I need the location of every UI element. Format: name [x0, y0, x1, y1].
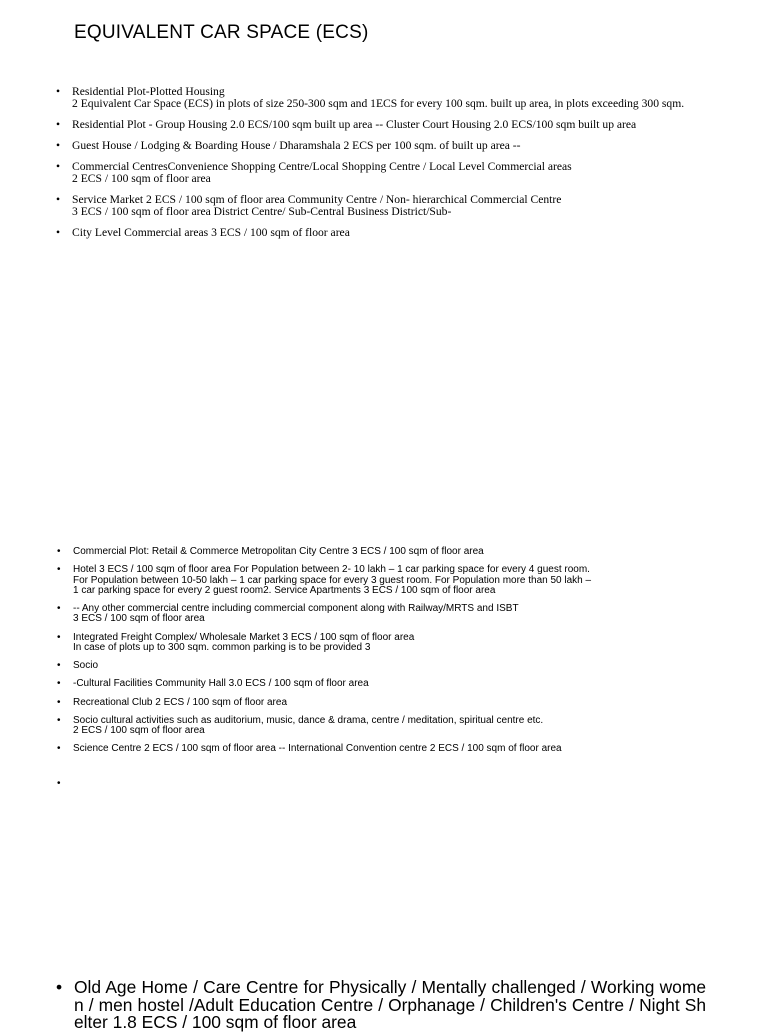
bullet: • [57, 660, 61, 671]
middle-list [57, 546, 713, 763]
item-line: Commercial Plot: Retail & Commerce Metropolitan City Centre 3 ECS / 100 sqm of floor area [73, 546, 484, 557]
bullet: • [56, 226, 61, 240]
item-line: City Level Commercial areas 3 ECS / 100 sqm of floor area [72, 226, 350, 240]
list-item [56, 118, 704, 132]
bullet: • [57, 546, 61, 557]
item-line: -- Any other commercial centre including commercial component along with Railway/MRTS and ISBT [73, 603, 519, 614]
bullet: • [56, 977, 63, 997]
bullet: • [56, 159, 61, 173]
item-line: 2 ECS / 100 sqm of floor area [73, 725, 205, 737]
bullet: • [57, 696, 61, 708]
bullet: • [57, 714, 61, 726]
item-text: Old Age Home / Care Centre for Physically / Mentally challenged / Working women / men hostel /Adult Education Centre / Orphanage / Children's Centre / Night Shelter 1.8 ECS / 100 sqm of floor area [74, 977, 706, 1032]
list-item [57, 631, 713, 653]
item-line: Residential Plot-Plotted Housing [72, 85, 225, 98]
list-item [57, 743, 713, 755]
item-line: Hotel 3 ECS / 100 sqm of floor area For Population between 2- 10 lakh – 1 car parking space for every 4 guest room. [73, 564, 590, 576]
bullet: • [56, 85, 61, 98]
item-line: Recreational Club 2 ECS / 100 sqm of floor area [73, 696, 287, 708]
top-list [56, 85, 704, 248]
list-item [57, 603, 713, 625]
bullet: • [57, 564, 61, 576]
bullet: • [57, 678, 61, 690]
list-item [57, 546, 713, 557]
list-item [56, 139, 704, 152]
item-line: For Population between 10-50 lakh – 1 car parking space for every 3 guest room. For Population more than 50 lakh – [73, 574, 592, 586]
list-item [57, 678, 713, 690]
bullet: • [57, 603, 61, 614]
item-line: Residential Plot - Group Housing 2.0 ECS/100 sqm built up area -- Cluster Court Housing 2.0 ECS/100 sqm built up area [72, 118, 637, 132]
bullet: • [57, 743, 61, 755]
list-item [57, 564, 713, 596]
item-line: Service Market 2 ECS / 100 sqm of floor area Community Centre / Non- hierarchical Commercial Centre [72, 193, 562, 206]
list-item [57, 660, 713, 671]
bullet: • [56, 139, 61, 152]
item-line: 3 ECS / 100 sqm of floor area District Centre/ Sub-Central Business District/Sub- [72, 205, 452, 219]
item-line: Guest House / Lodging & Boarding House / Dharamshala 2 ECS per 100 sqm. of built up area -- [72, 139, 521, 152]
item-line: In case of plots up to 300 sqm. common parking is to be provided 3 [73, 641, 371, 653]
list-item [57, 714, 713, 737]
bullet: • [56, 193, 61, 206]
item-line: Socio [73, 660, 99, 671]
item-line: 1 car parking space for every 2 guest room2. Service Apartments 3 ECS / 100 sqm of floor area [73, 584, 496, 596]
empty-bullet: • [57, 778, 61, 789]
item-line: Socio cultural activities such as auditorium, music, dance & drama, centre / meditation, spiritual centre etc. [73, 714, 544, 726]
bullet: • [57, 631, 61, 643]
list-item [56, 85, 704, 111]
list-item [56, 159, 704, 186]
item-line: 2 Equivalent Car Space (ECS) in plots of size 250-300 sqm and 1ECS for every 100 sqm. built up area, in plots exceeding 300 sqm. [72, 97, 685, 111]
bullet: • [56, 118, 61, 132]
list-item [57, 696, 713, 708]
item-line: Integrated Freight Complex/ Wholesale Market 3 ECS / 100 sqm of floor area [73, 631, 415, 643]
item-line: Science Centre 2 ECS / 100 sqm of floor area -- International Convention centre 2 ECS / 100 sqm of floor area [73, 743, 562, 755]
list-item [56, 226, 704, 240]
item-line: Commercial CentresConvenience Shopping Centre/Local Shopping Centre / Local Level Commercial areas [72, 159, 572, 173]
page-title: EQUIVALENT CAR SPACE (ECS) [74, 22, 369, 43]
item-line: 3 ECS / 100 sqm of floor area [73, 613, 205, 625]
item-line: -Cultural Facilities Community Hall 3.0 ECS / 100 sqm of floor area [73, 678, 369, 690]
list-item [56, 193, 704, 219]
item-line: 2 ECS / 100 sqm of floor area [72, 172, 211, 186]
